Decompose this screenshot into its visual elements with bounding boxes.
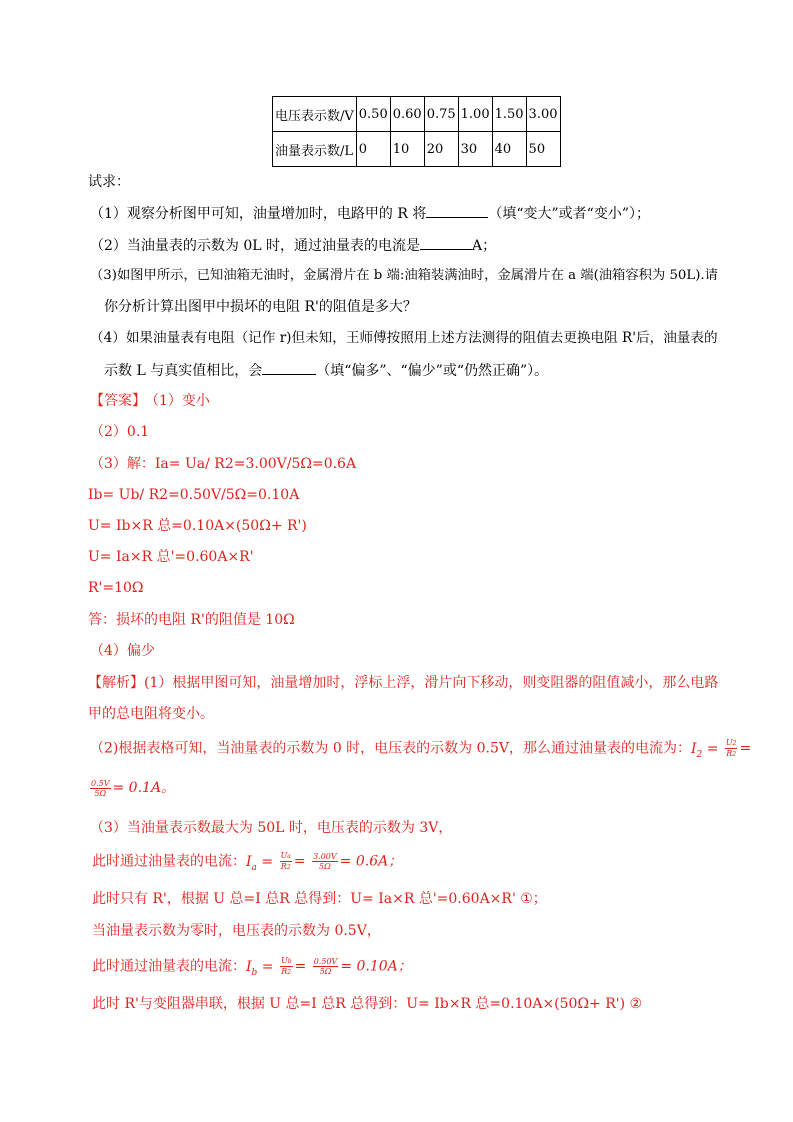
analysis-4-line: 此时通过油量表的电流：$I_a$ = $\frac{Ua}{R2}$ = $\frac{3.00V}{5\Omega}$ = 0.6A； <box>92 851 403 873</box>
table-cell: 0.75 <box>424 97 458 132</box>
question-3-line1: （3)如图甲所示，已知油箱无油时，金属滑片在 b 端:油箱装满油时，金属滑片在 a 端(油箱容积为 50L).请 <box>90 268 718 283</box>
analysis-2: （2)根据表格可知，当油量表的示数为 0 时，电压表的示数为 0.5V，那么通过油量表的电流为： <box>90 740 691 757</box>
answer-4: Ib= Ub/ R2=0.50V/5Ω=0.10A <box>88 487 300 503</box>
table-cell: 0 <box>356 132 390 167</box>
table-cell: 20 <box>424 132 458 167</box>
question-1-tail: （填“变大”或者“变小”）； <box>488 206 650 222</box>
analysis-1b: 甲的总电阻将变小。 <box>88 706 214 722</box>
table-row-voltage <box>273 97 561 132</box>
table-cell: 3.00 <box>526 97 560 132</box>
table-cell: 50 <box>526 132 560 167</box>
answer-6: U= Ia×R 总'=0.60A×R' <box>88 549 254 565</box>
analysis-7b: = 0.10A； <box>340 958 412 975</box>
formula-fraction: $\frac{3.00V}{5\Omega}$ <box>313 852 337 871</box>
answer-5: U= Ib×R 总=0.10A×(50Ω+ R') <box>88 518 307 534</box>
question-4-line1: （4）如果油量表有电阻（记作 r)但未知，王师傅按照用上述方法测得的阻值去更换电阻 R'后，油量表的 <box>90 330 718 346</box>
table-cell: 0.60 <box>390 97 424 132</box>
question-2 <box>90 235 496 256</box>
answer-8: 答：损坏的电阻 R'的阻值是 10Ω <box>88 612 295 628</box>
analysis-line-1 <box>88 673 718 693</box>
answer-blank <box>262 360 316 375</box>
answer-9: （4）偏少 <box>90 643 155 659</box>
question-1-text: （1）观察分析图甲可知，油量增加时，电路甲的 R 将 <box>90 206 427 222</box>
table-cell: 10 <box>390 132 424 167</box>
answer-7: R'=10Ω <box>88 580 144 596</box>
analysis-5: 此时只有 R'，根据 U 总=I 总R 总得到：U= Ia×R 总'=0.60A×R' ①； <box>92 891 547 907</box>
table-cell: 30 <box>458 132 492 167</box>
answer-blank <box>420 235 472 250</box>
analysis-7: 此时通过油量表的电流： <box>92 958 246 975</box>
analysis-2b: = 0.1A。 <box>112 780 176 796</box>
answer-1: （1）变小 <box>152 393 210 409</box>
table-cell: 1.50 <box>492 97 526 132</box>
answer-tag: 【答案】 <box>90 393 146 409</box>
question-2-text: （2）当油量表的示数为 0L 时，通过油量表的电流是 <box>90 238 421 254</box>
analysis-4b: = 0.6A； <box>339 853 403 870</box>
formula-fraction: $\frac{U2}{R2}$ <box>725 738 737 758</box>
analysis-1: (1）根据甲图可知，油量增加时，浮标上浮，滑片向下移动，则变阻器的阻值减小，那么电路 <box>144 675 719 691</box>
answer-3: （3）解：Ia= Ua/ R2=3.00V/5Ω=0.6A <box>90 456 357 472</box>
analysis-6: 当油量表示数为零时，电压表的示数为 0.5V， <box>92 923 381 939</box>
table-cell: 1.00 <box>458 97 492 132</box>
answer-blank <box>426 203 488 218</box>
row-label: 油量表示数/L <box>273 132 357 167</box>
formula-fraction: $\frac{Ub}{R2}$ <box>280 956 292 976</box>
analysis-2b-line <box>88 778 175 798</box>
answer-2: （2）0.1 <box>90 424 150 440</box>
question-4-line2 <box>104 360 548 381</box>
analysis-3: （3）当油量表示数最大为 50L 时，电压表的示数为 3V， <box>90 820 453 836</box>
question-1 <box>90 203 650 224</box>
analysis-4: 此时通过油量表的电流： <box>92 853 246 870</box>
formula-fraction: $\frac{0.5V}{5\Omega}$ <box>91 778 110 798</box>
question-4-tail: （填“偏多”、“偏少”或“仍然正确”）。 <box>316 363 549 379</box>
table-row-oil <box>273 132 561 167</box>
row-label: 电压表示数/V <box>273 97 357 132</box>
formula-fraction: $\frac{Ua}{R2}$ <box>280 851 291 871</box>
data-table <box>272 96 561 167</box>
formula-fraction: $\frac{0.50V}{5\Omega}$ <box>313 957 338 976</box>
question-3-line2: 你分析计算出图甲中损坏的电阻 R'的阻值是多大？ <box>104 299 417 315</box>
table-cell: 0.50 <box>356 97 390 132</box>
analysis-2-line: （2)根据表格可知，当油量表的示数为 0 时，电压表的示数为 0.5V，那么通过油量表的电流为：$I_2$ = $\frac{U2}{R2}$ = <box>90 738 752 760</box>
question-2-tail: A； <box>472 238 497 254</box>
analysis-tag: 【解析】 <box>88 675 144 691</box>
analysis-7-line: 此时通过油量表的电流：$I_b$ = $\frac{Ub}{R2}$ = $\frac{0.50V}{5\Omega}$ = 0.10A； <box>92 956 412 978</box>
question-intro: 试求： <box>88 174 130 190</box>
table-cell: 40 <box>492 132 526 167</box>
analysis-8: 此时 R'与变阻器串联，根据 U 总=I 总R 总得到：U= Ib×R 总=0.10A×(50Ω+ R') ② <box>92 996 643 1012</box>
answer-line-1 <box>90 391 210 411</box>
question-4-text: 示数 L 与真实值相比，会 <box>104 363 263 379</box>
